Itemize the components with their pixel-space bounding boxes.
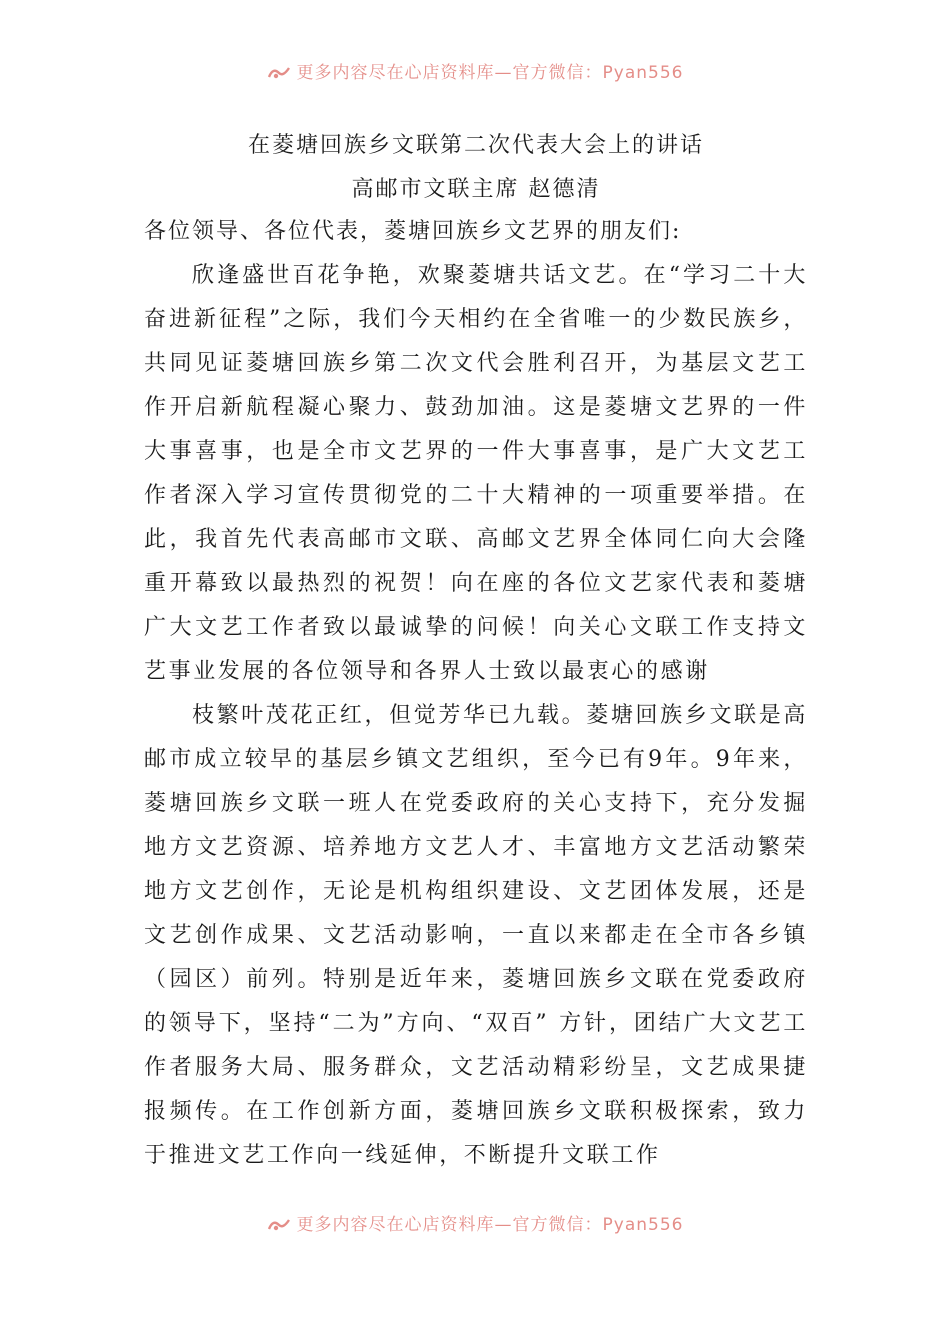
paragraph-1: 欣逢盛世百花争艳，欢聚菱塘共话文艺。在“学习二十大 奋进新征程”之际，我们今天相约在全省唯一的少数民族乡，共同见证菱塘回族乡第二次文代会胜利召开，为基层文艺工作开启新航程凝心聚力、鼓劲加油。这是菱塘文艺界的一件大事喜事，也是全市文艺界的一件大事喜事，是广大文艺工作者深入学习宣传贯彻党的二十大精神的一项重要举措。在此，我首先代表高邮市文联、高邮文艺界全体同仁向大会隆重开幕致以最热烈的祝贺！向在座的各位文艺家代表和菱塘广大文艺工作者致以最诚挚的问候！向关心文联工作支持文艺事业发展的各位领导和各界人士致以最衷心的感谢 <box>144 263 808 684</box>
document-body <box>144 126 808 1178</box>
watermark-logo-icon <box>267 1217 291 1233</box>
watermark-text: 更多内容尽在心店资料库—官方微信：Pyan556 <box>296 1215 684 1235</box>
salutation: 各位领导、各位代表，菱塘回族乡文艺界的朋友们: <box>144 219 682 244</box>
document-title: 在菱塘回族乡文联第二次代表大会上的讲话 <box>247 133 704 158</box>
watermark-footer <box>0 1210 950 1235</box>
watermark-text: 更多内容尽在心店资料库—官方微信：Pyan556 <box>296 63 684 83</box>
watermark-logo-icon <box>267 65 291 81</box>
watermark-header <box>0 58 950 83</box>
author-line: 高邮市文联主席 赵德清 <box>351 177 601 202</box>
paragraph-2: 枝繁叶茂花正红，但觉芳华已九载。菱塘回族乡文联是高邮市成立较早的基层乡镇文艺组织，至今已有9年。9年来，菱塘回族乡文联一班人在党委政府的关心支持下，充分发掘地方文艺资源、培养地方文艺人才、丰富地方文艺活动繁荣地方文艺创作，无论是机构组织建设、文艺团体发展，还是文艺创作成果、文艺活动影响，一直以来都走在全市各乡镇（园区）前列。特别是近年来，菱塘回族乡文联在党委政府的领导下，坚持“二为”方向、“双百” 方针，团结广大文艺工作者服务大局、服务群众，文艺活动精彩纷呈，文艺成果捷报频传。在工作创新方面，菱塘回族乡文联积极探索，致力于推进文艺工作向一线延伸，不断提升文联工作 <box>144 703 808 1168</box>
